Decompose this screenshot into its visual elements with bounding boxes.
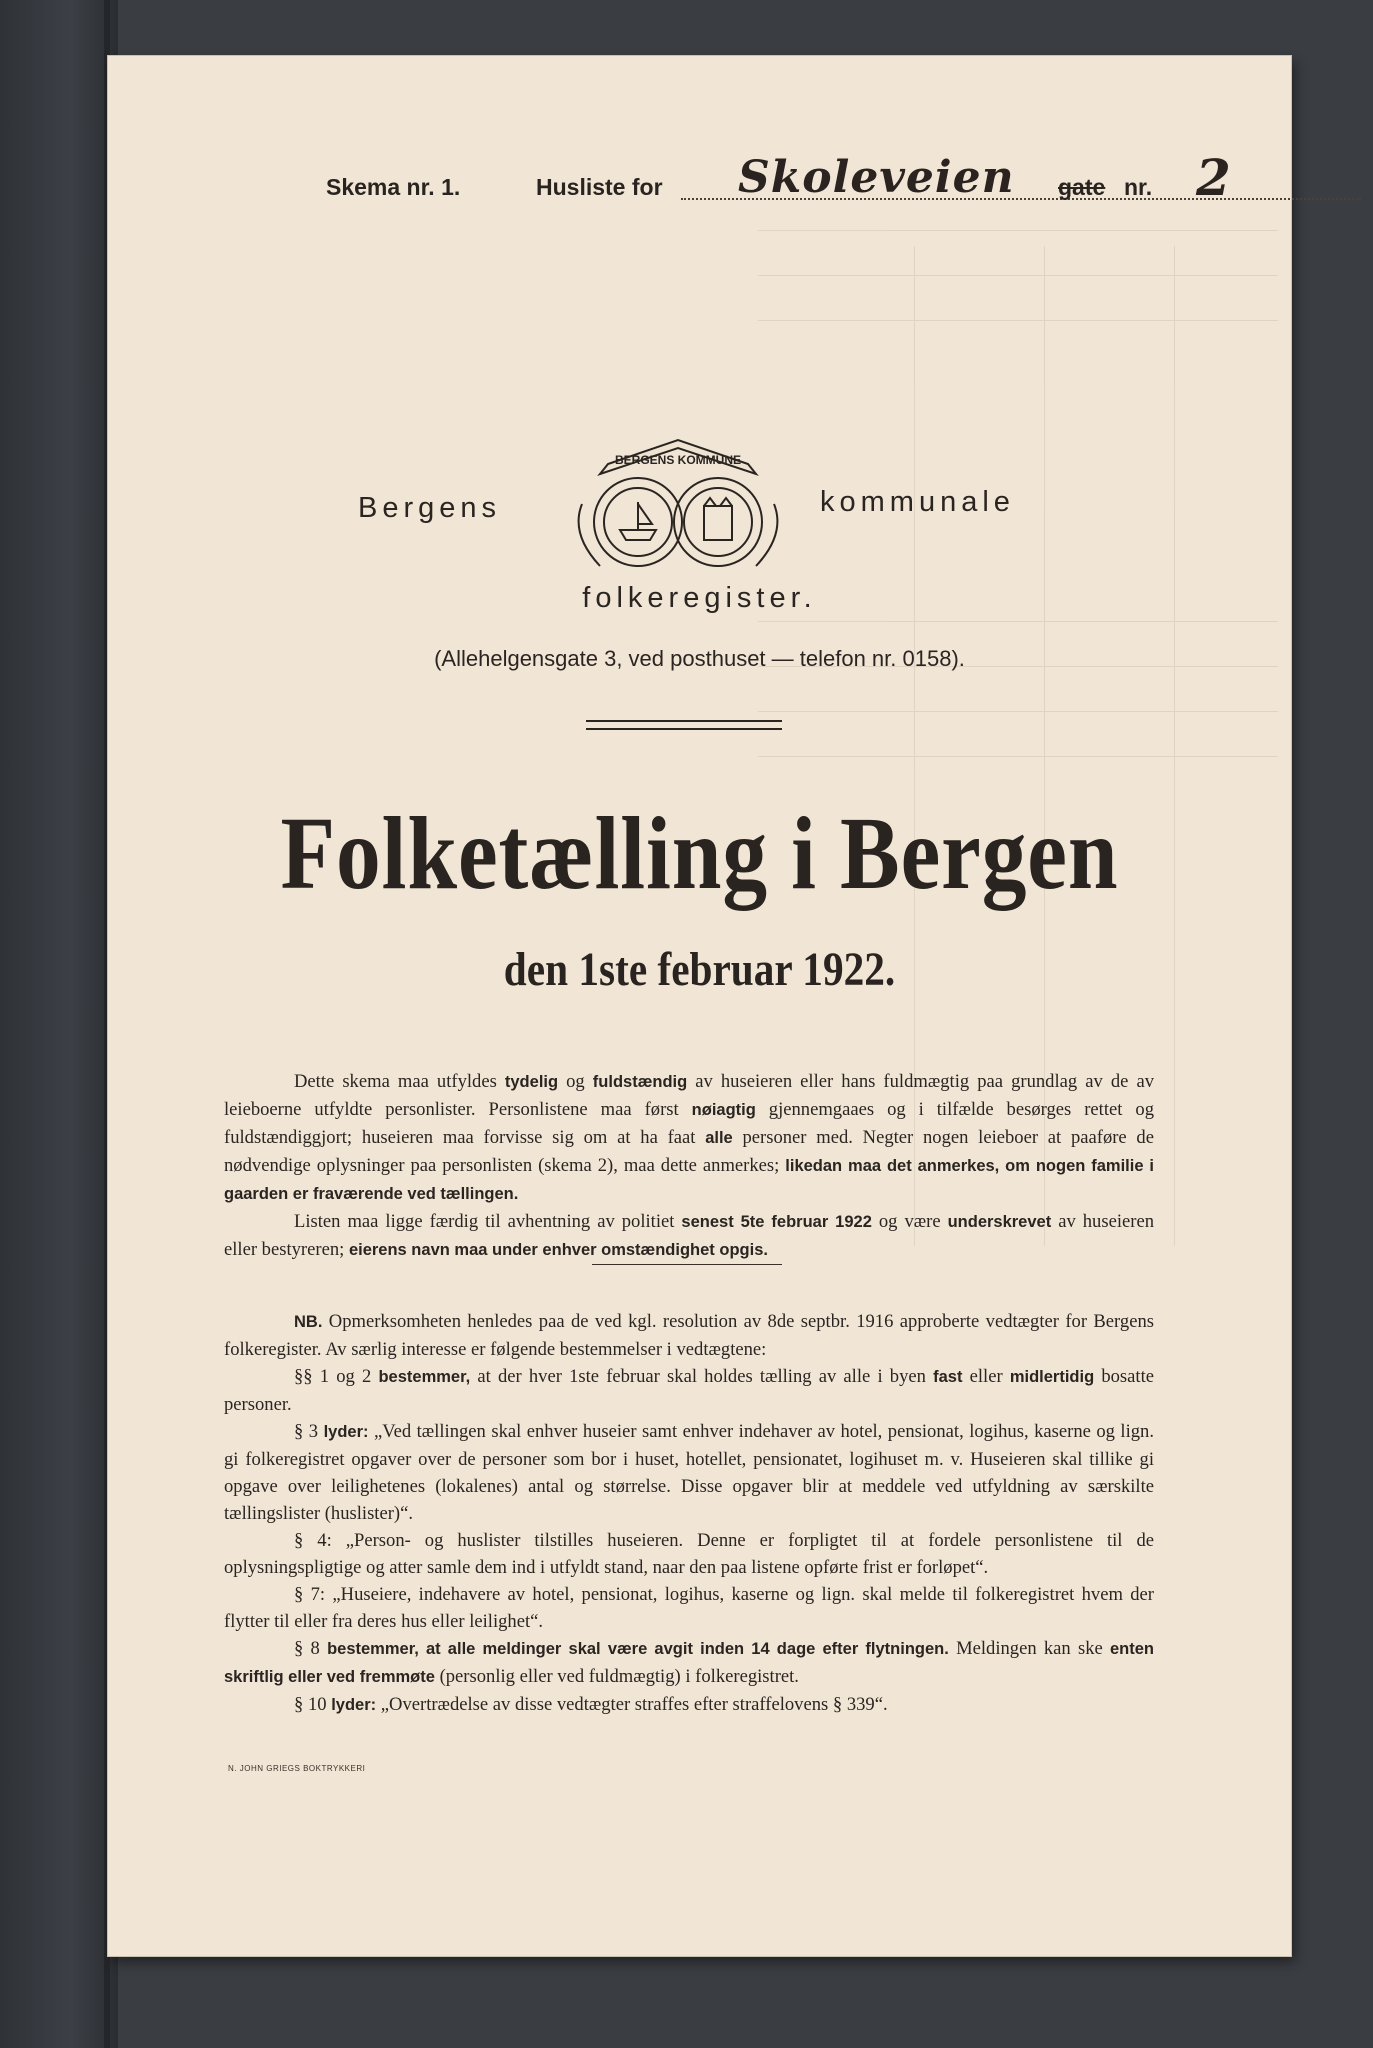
text-run: av huseieren eller bestyreren; xyxy=(224,1211,1154,1260)
text-run: Dette skema maa utfyldes xyxy=(294,1071,505,1092)
bold-phrase: senest 5te februar 1922 xyxy=(681,1213,872,1231)
bold-phrase: enten skriftlig eller ved fremmøte xyxy=(224,1640,1154,1686)
text-run: og være xyxy=(871,1211,948,1232)
regulation-paragraph xyxy=(224,1635,1154,1691)
text-run: og xyxy=(558,1071,593,1092)
text-run: (personlig eller ved fuldmægtig) i folkeregistret. xyxy=(434,1666,799,1687)
bold-phrase: midlertidig xyxy=(1009,1368,1095,1386)
text-run: § 7: „Huseiere, indehavere av hotel, pensionat, logihus, kaserne og lign. skal melde til folkeregistret hvem der flytter til eller fra deres hus eller leilighet“. xyxy=(224,1584,1154,1632)
bold-phrase: bestemmer, at alle meldinger skal være avgit inden 14 dage efter flytningen. xyxy=(327,1640,949,1658)
text-run: Listen maa ligge færdig til avhentning av politiet xyxy=(294,1211,682,1232)
text-run: § 10 xyxy=(294,1694,332,1715)
house-list-label: Husliste for xyxy=(536,174,663,200)
double-rule-divider xyxy=(586,720,782,730)
emblem-banner-text: BERGENS KOMMUNE xyxy=(614,453,742,467)
text-run: eller xyxy=(962,1366,1010,1387)
form-header xyxy=(218,148,1248,224)
bold-phrase: fuldstændig xyxy=(592,1073,688,1091)
text-run: Opmerksomheten henledes paa de ved kgl. resolution av 8de septbr. 1916 approberte vedtægter for Bergens folkeregister. Av særlig interesse er følgende bestemmelser i vedtægtene: xyxy=(224,1311,1154,1360)
gate-label-struck: gate xyxy=(1058,174,1106,200)
org-name-right: kommunale xyxy=(820,486,1015,518)
bold-phrase: alle xyxy=(705,1129,733,1147)
bold-phrase: lyder: xyxy=(331,1696,377,1714)
text-run: av huseieren eller hans fuldmægtig paa grundlag av de av leieboerne utfyldte personlister. Personlistene maa først xyxy=(224,1071,1155,1120)
bergen-municipality-emblem xyxy=(560,434,796,584)
text-run: §§ 1 og 2 xyxy=(294,1366,379,1387)
text-run: § 3 xyxy=(294,1421,324,1442)
main-title: Folketælling i Bergen xyxy=(280,796,1119,911)
text-run: „Overtrædelse av disse vedtægter straffes efter straffelovens § 339“. xyxy=(376,1694,888,1715)
bold-phrase: tydelig xyxy=(504,1073,559,1091)
text-run: personer med. Negter nogen leieboer at paaføre de nødvendige oplysninger paa personlisten (skema 2), maa dette anmerkes; xyxy=(224,1127,1154,1176)
binder-strip xyxy=(0,0,118,2048)
bold-phrase: NB. xyxy=(294,1313,323,1331)
instructions-paragraph xyxy=(224,1068,1154,1208)
instructions-section xyxy=(224,1068,1154,1264)
regulation-paragraph xyxy=(224,1691,1154,1719)
bold-phrase: likedan maa det anmerkes, om nogen familie i gaarden er fraværende ved tællingen. xyxy=(224,1157,1154,1203)
bold-phrase: nøiagtig xyxy=(691,1101,756,1119)
regulations-section xyxy=(224,1308,1154,1719)
bold-phrase: bestemmer, xyxy=(378,1368,471,1386)
regulation-paragraph xyxy=(224,1527,1154,1581)
text-run: Meldingen kan ske xyxy=(948,1638,1110,1659)
street-name-handwritten: Skoleveien xyxy=(738,152,1015,203)
bold-phrase: lyder: xyxy=(323,1423,369,1441)
text-run: „Ved tællingen skal enhver huseier samt enhver indehaver av hotel, pensionat, logihus, kaserne og lign. gi folkeregistret opgaver over de personer som bor i huset, hotellet, pensionatet, logihuset m. v. Huseieren skal tillike gi opgave over leilighetenes (lokalenes) antal og størrelse. Disse opgaver blir at meddele ved utfyldning av særskilte tællingslister (huslister)“. xyxy=(224,1421,1155,1524)
regulation-paragraph xyxy=(224,1363,1154,1418)
bold-phrase: underskrevet xyxy=(947,1213,1052,1231)
text-run: at der hver 1ste februar skal holdes tælling av alle i byen xyxy=(470,1366,934,1387)
regulation-paragraph xyxy=(224,1581,1154,1635)
section-divider xyxy=(592,1264,782,1265)
text-run: § 4: „Person- og huslister tilstilles huseieren. Denne er forpligtet til at fordele personlistene til de oplysningspligtige og atter samle dem ind i utfyldt stand, naar den paa listene opførte frist er forløpet“. xyxy=(224,1530,1154,1578)
regulation-paragraph xyxy=(224,1308,1154,1363)
bold-phrase: fast xyxy=(933,1368,963,1386)
instructions-paragraph xyxy=(224,1208,1154,1264)
printer-imprint: N. JOHN GRIEGS BOKTRYKKERI xyxy=(228,1764,366,1773)
number-label: nr. xyxy=(1124,174,1153,200)
org-name-left: Bergens xyxy=(358,492,502,524)
org-name-line2: folkeregister. xyxy=(582,582,817,614)
bold-phrase: eierens navn maa under enhver omstændighet opgis. xyxy=(348,1241,768,1259)
text-run: § 8 xyxy=(294,1638,328,1659)
office-address: (Allehelgensgate 3, ved posthuset — telefon nr. 0158). xyxy=(434,646,965,671)
regulation-paragraph xyxy=(224,1418,1154,1527)
census-date: den 1ste februar 1922. xyxy=(503,943,896,996)
text-run: bosatte personer. xyxy=(224,1366,1154,1415)
house-number-handwritten: 2 xyxy=(1196,148,1231,207)
text-run: gjennemgaaes og i tilfælde besørges rettet og fuldstændiggjort; huseieren maa forvisse sig om at ha faat xyxy=(224,1099,1154,1148)
schema-number-label: Skema nr. 1. xyxy=(326,174,461,200)
census-form-sheet xyxy=(108,56,1291,1956)
